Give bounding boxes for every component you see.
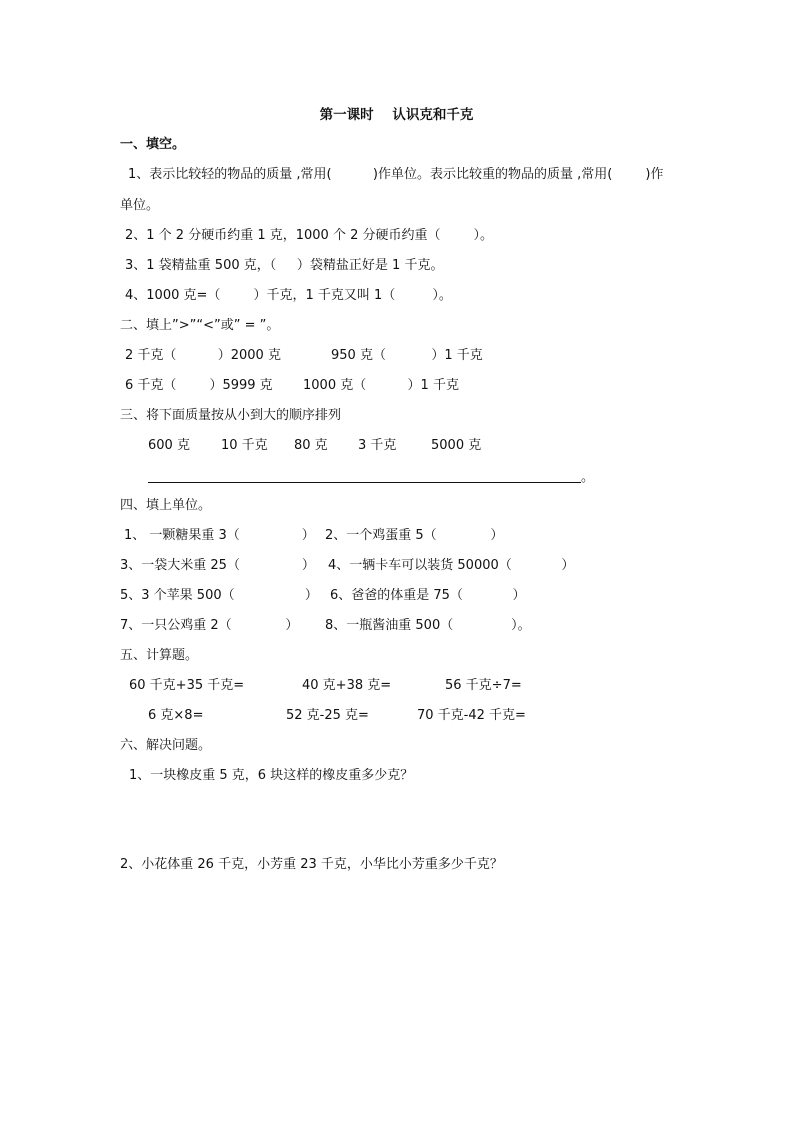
section-3-heading: 三、将下面质量按从小到大的顺序排列 xyxy=(120,408,342,423)
section-5-heading: 五、计算题。 xyxy=(120,648,199,663)
s1-question-2: 2、1 个 2 分硬币约重 1 克，1000 个 2 分硬币约重（ ）。 xyxy=(125,228,494,243)
s6-problem-1: 1、一块橡皮重 5 克，6 块这样的橡皮重多少克？ xyxy=(129,768,414,783)
s4-question-8: 8、一瓶酱油重 500（ ）。 xyxy=(325,618,531,633)
s3-item-5: 5000 克 xyxy=(431,438,482,453)
s2-compare-3: 6 千克（ ）5999 克 xyxy=(125,378,273,393)
section-1-heading: 一、填空。 xyxy=(120,137,186,152)
s3-item-4: 3 千克 xyxy=(358,438,397,453)
s3-item-1: 600 克 xyxy=(148,438,190,453)
s1-question-1-line-1: 1、表示比较轻的物品的质量 ,常用( )作单位。表示比较重的物品的质量 ,常用( )作 xyxy=(128,167,664,182)
s1-question-4: 4、1000 克=（ ）千克，1 千克又叫 1（ ）。 xyxy=(125,288,452,303)
s2-compare-2: 950 克（ ）1 千克 xyxy=(331,348,483,363)
s1-question-1-line-2: 单位。 xyxy=(120,198,160,213)
s1-question-3: 3、1 袋精盐重 500 克，（ ）袋精盐正好是 1 千克。 xyxy=(125,258,444,273)
s4-question-4: 4、一辆卡车可以装货 50000（ ） xyxy=(328,558,575,573)
section-4-heading: 四、填上单位。 xyxy=(120,498,212,513)
s3-end-mark: 。 xyxy=(581,470,595,485)
s3-item-3: 80 克 xyxy=(294,438,328,453)
s2-compare-4: 1000 克（ ）1 千克 xyxy=(303,378,459,393)
s4-question-1: 1、 一颗糖果重 3（ ） xyxy=(124,528,315,543)
s5-calc-4: 6 克×8= xyxy=(148,708,204,723)
s5-calc-5: 52 克-25 克= xyxy=(286,708,369,723)
s4-question-6: 6、爸爸的体重是 75（ ） xyxy=(330,588,526,603)
s3-item-2: 10 千克 xyxy=(221,438,268,453)
s5-calc-6: 70 千克-42 千克= xyxy=(417,708,526,723)
s3-answer-line xyxy=(148,482,581,483)
s4-question-7: 7、一只公鸡重 2（ ） xyxy=(120,618,299,633)
section-6-heading: 六、解决问题。 xyxy=(120,738,212,753)
s5-calc-1: 60 千克+35 千克= xyxy=(129,678,245,693)
page-title: 第一课时 认识克和千克 xyxy=(319,107,474,123)
s6-problem-2: 2、小花体重 26 千克，小芳重 23 千克，小华比小芳重多少千克？ xyxy=(120,857,503,872)
s4-question-2: 2、一个鸡蛋重 5（ ） xyxy=(325,528,504,543)
s2-compare-1: 2 千克（ ）2000 克 xyxy=(125,348,281,363)
section-2-heading: 二、填上”>”“<”或” = ”。 xyxy=(120,318,280,333)
s5-calc-2: 40 克+38 克= xyxy=(302,678,392,693)
s5-calc-3: 56 千克÷7= xyxy=(445,678,522,693)
s4-question-5: 5、3 个苹果 500（ ） xyxy=(120,588,318,603)
s4-question-3: 3、一袋大米重 25（ ） xyxy=(120,558,315,573)
